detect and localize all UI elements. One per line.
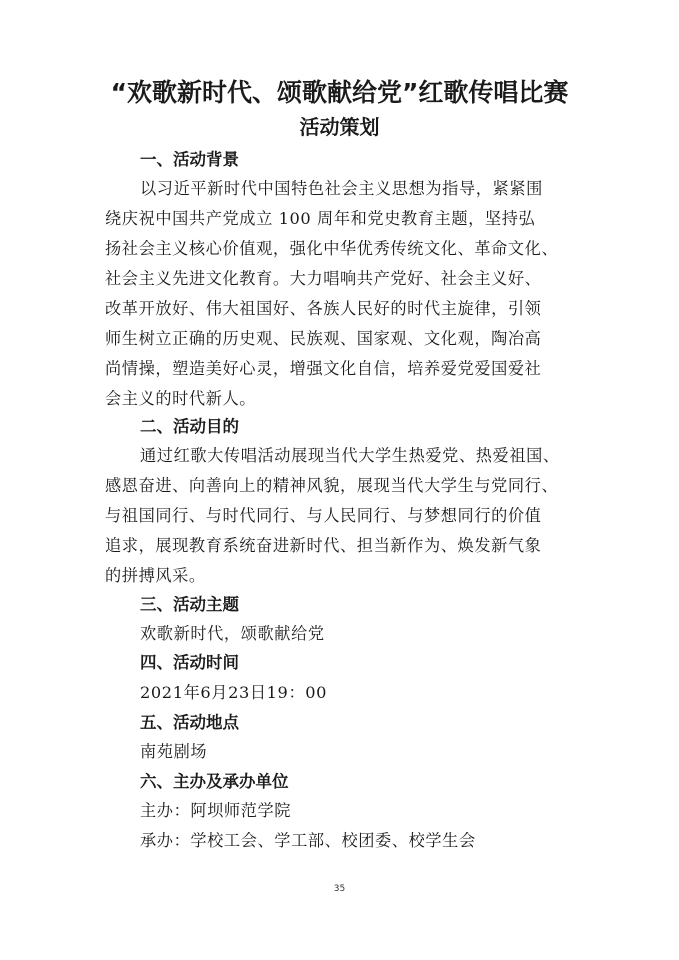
page-number: 35 bbox=[333, 884, 346, 894]
paragraph-line: 尚情操，塑造美好心灵，增强文化自信，培养爱党爱国爱社 bbox=[105, 359, 542, 378]
paragraph-line: 以习近平新时代中国特色社会主义思想为指导，紧紧围 bbox=[140, 179, 543, 198]
venue-text: 南苑剧场 bbox=[140, 742, 208, 761]
section-heading-organizers: 六、主办及承办单位 bbox=[140, 772, 289, 791]
host-text: 主办：阿坝师范学院 bbox=[140, 801, 292, 820]
section-heading-background: 一、活动背景 bbox=[140, 150, 239, 169]
section-heading-venue: 五、活动地点 bbox=[140, 713, 239, 732]
document-title: “欢歌新时代、颂歌献给党”红歌传唱比赛 bbox=[110, 78, 569, 107]
organizer-text: 承办：学校工会、学工部、校团委、校学生会 bbox=[140, 831, 476, 850]
paragraph-line: 会主义的时代新人。 bbox=[105, 389, 257, 408]
section-heading-time: 四、活动时间 bbox=[140, 653, 239, 672]
paragraph-line: 的拼搏风采。 bbox=[105, 566, 206, 585]
paragraph-line: 改革开放好、伟大祖国好、各族人民好的时代主旋律，引领 bbox=[105, 299, 542, 318]
paragraph-line: 社会主义先进文化教育。大力唱响共产党好、社会主义好、 bbox=[105, 269, 542, 288]
time-text: 2021年6月23日19：00 bbox=[140, 683, 328, 702]
paragraph-line: 追求，展现教育系统奋进新时代、担当新作为、焕发新气象 bbox=[105, 536, 542, 555]
paragraph-line: 师生树立正确的历史观、民族观、国家观、文化观，陶冶高 bbox=[105, 329, 542, 348]
document-subtitle: 活动策划 bbox=[299, 115, 380, 139]
paragraph-line: 绕庆祝中国共产党成立 100 周年和党史教育主题，坚持弘 bbox=[105, 209, 536, 228]
paragraph-line: 通过红歌大传唱活动展现当代大学生热爱党、热爱祖国、 bbox=[140, 446, 560, 465]
paragraph-line: 扬社会主义核心价值观，强化中华优秀传统文化、革命文化、 bbox=[105, 239, 559, 258]
section-heading-purpose: 二、活动目的 bbox=[140, 417, 239, 436]
theme-text: 欢歌新时代，颂歌献给党 bbox=[140, 624, 325, 643]
paragraph-line: 与祖国同行、与时代同行、与人民同行、与梦想同行的价值 bbox=[105, 506, 542, 525]
section-heading-theme: 三、活动主题 bbox=[140, 595, 239, 614]
paragraph-line: 感恩奋进、向善向上的精神风貌，展现当代大学生与党同行、 bbox=[105, 476, 559, 495]
